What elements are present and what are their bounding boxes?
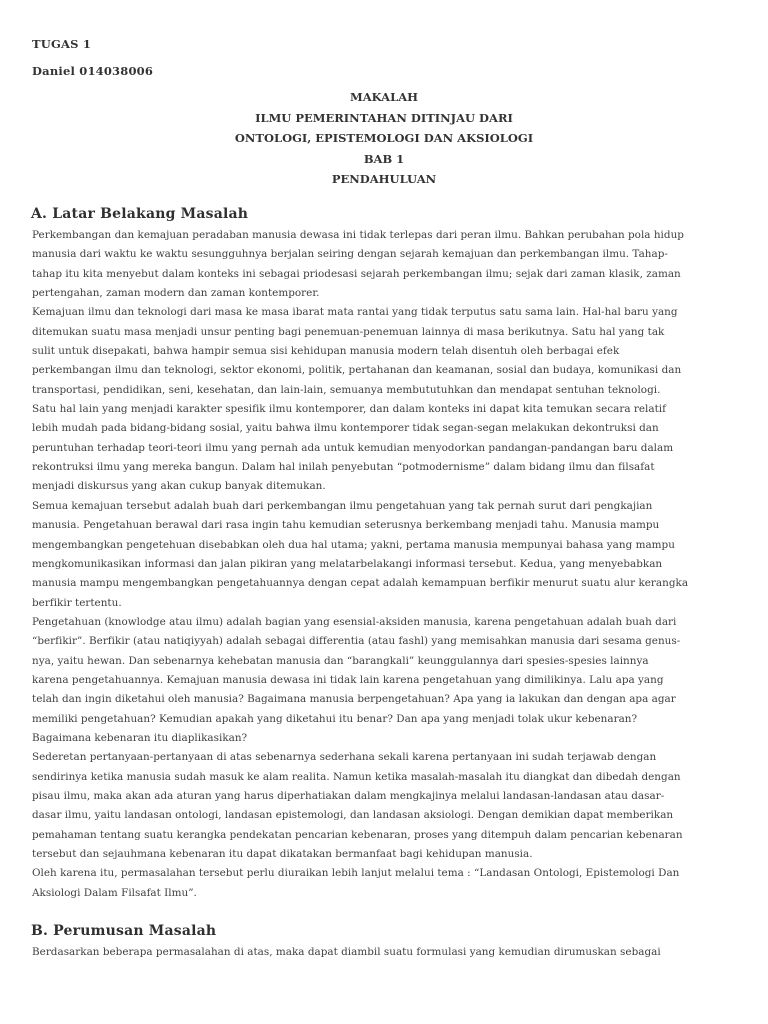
text-line: nya, yaitu hewan. Dan sebenarnya kehebatan manusia dan “barangkali” keunggulannya dari spesies-spesies lainnya [32, 654, 649, 667]
text-line: Semua kemajuan tersebut adalah buah dari perkembangan ilmu pengetahuan yang tak pernah surut dari pengkajian [32, 499, 653, 512]
text-line: menjadi diskursus yang akan cukup banyak ditemukan. [32, 480, 326, 493]
text-line: manusia dari waktu ke waktu sesungguhnya berjalan seiring dengan sejarah kemajuan dan perkembangan ilmu. Tahap- [32, 248, 668, 261]
text-line: ditemukan suatu masa menjadi unsur penting bagi penemuan-penemuan lainnya di masa berikutnya. Satu hal yang tak [32, 325, 665, 338]
text-line: Kemajuan ilmu dan teknologi dari masa ke masa ibarat mata rantai yang tidak terputus satu sama lain. Hal-hal baru yang [32, 306, 678, 319]
title-line: ILMU PEMERINTAHAN DITINJAU DARI [255, 110, 513, 125]
section-heading-perumusan: B. Perumusan Masalah [31, 923, 217, 939]
text-line: rekontruksi ilmu yang mereka bangun. Dalam hal inilah penyebutan “potmodernisme” dalam bidang ilmu dan filsafat [32, 461, 655, 474]
text-line: telah dan ingin diketahui oleh manusia? Bagaimana manusia berpengetahuan? Apa yang ia lakukan dan dengan apa agar [32, 693, 676, 706]
text-line: pertengahan, zaman modern dan zaman kontemporer. [32, 287, 320, 300]
assignment-label: TUGAS 1 [32, 37, 92, 51]
section-body-latar-belakang [32, 226, 738, 903]
text-line: peruntuhan terhadap teori-teori ilmu yang pernah ada untuk kemudian menyodorkan pandangan-pandangan baru dalam [32, 441, 674, 454]
text-line: lebih mudah pada bidang-bidang sosial, yaitu bahwa ilmu kontemporer tidak segan-segan melakukan dekontruksi dan [32, 422, 659, 435]
title-line: BAB 1 [363, 151, 405, 166]
text-line: mengkomunikasikan informasi dan jalan pikiran yang melatarbelakangi informasi tersebut. Kedua, yang menyebabkan [32, 557, 663, 570]
section-heading-latar-belakang: A. Latar Belakang Masalah [31, 206, 249, 222]
text-line: memiliki pengetahuan? Kemudian apakah yang diketahui itu benar? Dan apa yang menjadi tolak ukur kebenaran? [32, 712, 638, 725]
text-line: Aksiologi Dalam Filsafat Ilmu”. [32, 886, 197, 899]
text-line: Pengetahuan (knowlodge atau ilmu) adalah bagian yang esensial-aksiden manusia, karena pengetahuan adalah buah dari [32, 615, 677, 628]
text-line: pemahaman tentang suatu kerangka pendekatan pencarian kebenaran, proses yang ditempuh dalam pencarian kebenaran [32, 828, 683, 841]
title-line: MAKALAH [350, 90, 418, 104]
text-line: perkembangan ilmu dan teknologi, sektor ekonomi, politik, pertahanan dan keamanan, sosial dan budaya, komunikasi dan [32, 364, 682, 377]
author-label: Daniel 014038006 [32, 64, 154, 78]
text-line: berfikir tertentu. [32, 596, 122, 609]
title-block [0, 87, 768, 190]
text-line: Oleh karena itu, permasalahan tersebut perlu diuraikan lebih lanjut melalui tema : “Landasan Ontologi, Epistemologi Dan [32, 867, 680, 880]
text-line: Sederetan pertanyaan-pertanyaan di atas sebenarnya sederhana sekali karena pertanyaan ini sudah terjawab dengan [32, 751, 657, 764]
title-line: PENDAHULUAN [331, 172, 437, 186]
title-line: ONTOLOGI, EPISTEMOLOGI DAN AKSIOLOGI [234, 131, 534, 145]
text-line: pisau ilmu, maka akan ada aturan yang harus diperhatiakan dalam mengkajinya melalui landasan-landasan atau dasar- [32, 789, 665, 802]
section-body-perumusan [32, 943, 738, 962]
text-line: “berfikir”. Berfikir (atau natiqiyyah) adalah sebagai differentia (atau fashl) yang memisahkan manusia dari sesama genus- [32, 635, 681, 648]
text-line: Berdasarkan beberapa permasalahan di atas, maka dapat diambil suatu formulasi yang kemudian dirumuskan sebagai [32, 946, 661, 958]
text-line: tersebut dan sejauhmana kebenaran itu dapat dikatakan bermanfaat bagi kehidupan manusia. [32, 848, 533, 860]
text-line: karena pengetahuannya. Kemajuan manusia dewasa ini tidak lain karena pengetahuan yang dimilikinya. Lalu apa yang [32, 673, 664, 686]
text-line: sendirinya ketika manusia sudah masuk ke alam realita. Namun ketika masalah-masalah itu diangkat dan dibedah dengan [32, 770, 681, 783]
text-line: manusia. Pengetahuan berawal dari rasa ingin tahu kemudian seterusnya berkembang menjadi tahu. Manusia mampu [32, 519, 660, 532]
text-line: mengembangkan pengetehuan disebabkan oleh dua hal utama; yakni, pertama manusia mempunyai bahasa yang mampu [32, 538, 675, 551]
text-line: manusia mampu mengembangkan pengetahuannya dengan cepat adalah kemampuan berfikir menurut suatu alur kerangka [32, 577, 689, 590]
text-line: Bagaimana kebenaran itu diaplikasikan? [32, 731, 248, 744]
text-line: dasar ilmu, yaitu landasan ontologi, landasan epistemologi, dan landasan aksiologi. Dengan demikian dapat memberikan [32, 809, 674, 822]
text-line: transportasi, pendidikan, seni, kesehatan, dan lain-lain, semuanya membututuhkan dan mendapat sentuhan teknologi. [32, 383, 661, 396]
text-line: tahap itu kita menyebut dalam konteks ini sebagai priodesasi sejarah perkembangan ilmu; sejak dari zaman klasik, zaman [32, 267, 681, 280]
text-line: Perkembangan dan kemajuan peradaban manusia dewasa ini tidak terlepas dari peran ilmu. Bahkan perubahan pola hidup [32, 229, 684, 241]
text-line: sulit untuk disepakati, bahwa hampir semua sisi kehidupan manusia modern telah disentuh oleh berbagai efek [32, 345, 620, 358]
text-line: Satu hal lain yang menjadi karakter spesifik ilmu kontemporer, dan dalam konteks ini dapat kita temukan secara relatif [32, 403, 667, 416]
